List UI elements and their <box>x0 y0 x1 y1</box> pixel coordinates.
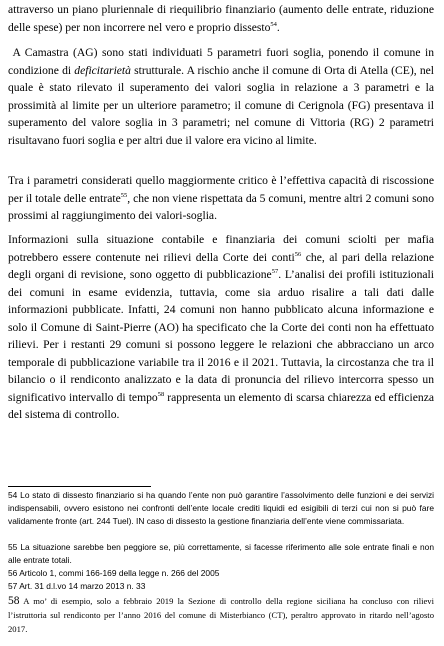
paragraph-3 <box>8 172 434 225</box>
paragraph-3-text-b: , che non viene rispettata da 5 comuni, mentre altri 2 comuni sono prossimi al raggiungimento dei valori-soglia. <box>8 191 434 222</box>
paragraph-4-text-b: che, al pari della relazione degli organi di revisione, sono oggetto di pubblicazione <box>8 250 434 281</box>
footnote-number: 58 <box>8 595 20 607</box>
footnote-57 <box>8 580 434 593</box>
footnote-ref-56[interactable]: 56 <box>294 250 302 258</box>
footnote-text: Art. 31 d.l.vo 14 marzo 2013 n. 33 <box>19 581 146 591</box>
paragraph-1-text: attraverso un piano pluriennale di riequilibrio finanziario (aumento delle entrate, riduzione delle spese) per non incorrere nel vero e proprio dissesto <box>8 3 434 34</box>
paragraph-2 <box>8 44 434 149</box>
paragraph-3-text-a: Tra i parametri considerati quello maggiormente critico è l’effettiva capacità di riscossione per il totale delle entrate <box>8 174 434 205</box>
footnote-text: Articolo 1, commi 166-169 della legge n. 266 del 2005 <box>19 568 220 578</box>
footnote-number: 56 <box>8 568 18 578</box>
paragraph-2-text-b: strutturale. A rischio anche il comune di Orta di Atella (CE), nel quale è stato rilevato il superamento dei valori soglia in relazione a 3 parametri e la prossimità al limite per un ulteriore parametro; il comune di Cerignola (FG) presentava il superamento del valore soglia in 3 parametri; nel comune di Vittoria (RG) 2 parametri risultavano fuori soglia e per altri due il valore era vicino al limite. <box>8 63 434 147</box>
paragraph-2-italic: deficitarietà <box>74 63 131 77</box>
footnote-text: La situazione sarebbe ben peggiore se, più correttamente, si facesse riferimento alle sole entrate finali e non alle entrate totali. <box>8 542 434 565</box>
footnote-number: 55 <box>8 542 18 552</box>
footnote-text: A mo’ di esempio, solo a febbraio 2019 la Sezione di controllo della regione siciliana ha concluso con rilievi l’istruttoria sul rendiconto per l’anno 2016 del comune di Misterbianco (CT), peraltro approvato in ritardo nell’agosto 2017. <box>8 596 434 634</box>
footnote-number: 54 <box>8 490 18 500</box>
footnote-text: Lo stato di dissesto finanziario si ha quando l’ente non può garantire l’assolvimento delle funzioni e dei servizi indispensabili, ovvero esistono nei confronti dell’ente locale crediti liquidi ed esigibili di terzi cui non si può fare validamente fronte (art. 244 Tuel). IN caso di dissesto la gestione finanziaria dell’ente viene commissariata. <box>8 490 434 526</box>
footnote-ref-54[interactable]: 54 <box>270 20 277 28</box>
paragraph-4-text-c: . L’analisi dei profili istituzionali dei comuni in esame evidenzia, tuttavia, come sia arduo risalire a tali dati dalle informazioni pubblicate. Infatti, 24 comuni non hanno pubblicato alcuna informazione e solo il Comune di Saint-Pierre (AO) ha specificato che la Corte dei conti non ha effettuato rilievi. Per i restanti 29 comuni si possono leggere le relazioni che abbracciano un arco temporale di pubblicazione variabile tra il 2016 e il 2021. Tuttavia, la circostanza che tra il bilancio o il rendiconto analizzato e la data di pronuncia del rilievo intercorra spesso un significativo intervallo di tempo <box>8 268 434 404</box>
footnote-58 <box>8 594 434 636</box>
paragraph-2-text-a: A Camastra (AG) sono stati individuati 5 parametri fuori soglia, ponendo il comune in condizione di <box>8 46 434 77</box>
paragraph-1: attraverso un piano pluriennale di riequilibrio finanziario (aumento delle entrate, riduzione delle spese) per non incorrere nel vero e proprio dissesto$^{54}$. <box>8 3 434 34</box>
footnote-54 <box>8 489 434 528</box>
paragraph-4-text-a: Informazioni sulla situazione contabile e finanziaria dei comuni sciolti per mafia potrebbero essere contenute nei rilievi della Corte dei conti <box>8 233 434 264</box>
footnote-separator <box>8 486 151 487</box>
paragraph-4 <box>8 231 434 424</box>
footnote-number: 57 <box>8 581 18 591</box>
footnote-ref-58[interactable]: 58 <box>157 390 165 398</box>
footnote-56 <box>8 567 434 580</box>
paragraph-4-text-d: rappresenta un elemento di scarsa chiarezza ed efficienza del sistema di controllo. <box>8 390 435 421</box>
footnote-ref-57[interactable]: 57 <box>271 268 279 275</box>
footnote-ref-55[interactable]: 55 <box>120 191 128 199</box>
footnote-55 <box>8 541 434 567</box>
